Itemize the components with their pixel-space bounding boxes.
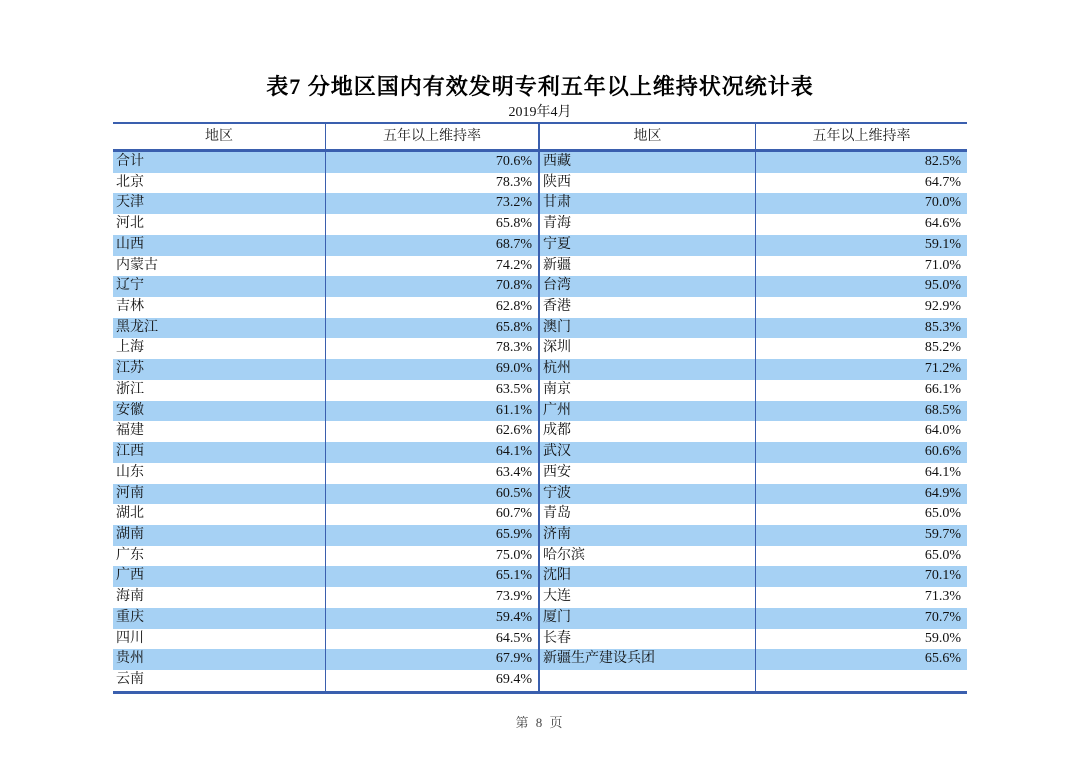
rate-cell: 73.9% [325,587,538,608]
table-row [113,649,967,670]
rate-cell: 64.5% [325,629,538,650]
page-subtitle: 2019年4月 [508,105,572,120]
region-cell: 新疆 [538,256,755,277]
rate-cell: 64.9% [755,484,967,505]
rate-cell: 64.1% [755,463,967,484]
rate-cell: 70.8% [325,276,538,297]
table-row [113,442,967,463]
rate-cell: 78.3% [325,338,538,359]
table-row [113,484,967,505]
rate-cell: 78.3% [325,173,538,194]
region-cell: 辽宁 [116,278,144,294]
rate-cell: 59.0% [755,629,967,650]
region-cell: 江西 [116,444,144,460]
rate-cell: 60.7% [325,504,538,525]
region-cell: 天津 [116,195,144,211]
region-cell: 福建 [116,423,144,439]
rate-cell: 69.4% [325,670,538,691]
table-row [113,401,967,422]
region-cell: 合计 [116,154,144,169]
rate-cell: 64.7% [755,173,967,194]
region-cell: 长春 [538,629,755,650]
region-cell: 湖南 [116,526,144,542]
table-row [113,214,967,235]
region-cell: 广州 [538,401,755,422]
rate-cell: 66.1% [755,380,967,401]
region-cell: 宁波 [538,484,755,505]
table-row [113,235,967,256]
rate-cell: 68.5% [755,401,967,422]
region-cell: 西安 [538,463,755,484]
table-row [113,463,967,484]
region-cell: 甘肃 [538,193,755,214]
table-row [113,670,967,691]
region-cell: 黑龙江 [116,319,158,335]
region-cell: 新疆生产建设兵团 [538,649,755,670]
table-body [113,152,967,694]
region-cell: 吉林 [116,299,144,315]
region-cell: 重庆 [116,609,144,625]
region-cell: 云南 [116,671,144,687]
rate-cell: 75.0% [325,546,538,567]
page-title: 表7 分地区国内有效发明专利五年以上维持状况统计表 [266,74,814,99]
rate-cell: 67.9% [325,649,538,670]
region-cell: 北京 [116,174,144,190]
rate-cell: 65.0% [755,546,967,567]
table-row [113,193,967,214]
rate-cell: 69.0% [325,359,538,380]
table-row [113,504,967,525]
table-row [113,421,967,442]
region-cell: 湖北 [116,506,144,522]
region-cell: 内蒙古 [116,257,158,273]
region-cell: 澳门 [538,318,755,339]
page-number: 第 8 页 [515,715,565,730]
rate-cell: 92.9% [755,297,967,318]
header-region-right: 地区 [538,124,755,149]
table-row [113,566,967,587]
rate-cell: 65.1% [325,566,538,587]
region-cell: 青岛 [538,504,755,525]
region-cell: 大连 [538,587,755,608]
rate-cell: 74.2% [325,256,538,277]
region-maintenance-table [113,122,967,694]
table-row [113,380,967,401]
region-cell: 哈尔滨 [538,546,755,567]
table-row [113,525,967,546]
rate-cell: 70.6% [325,152,538,173]
table-row [113,629,967,650]
region-cell: 江苏 [116,361,144,377]
rate-cell: 85.3% [755,318,967,339]
rate-cell: 65.8% [325,214,538,235]
region-cell: 香港 [538,297,755,318]
rate-cell: 64.0% [755,421,967,442]
region-cell: 青海 [538,214,755,235]
rate-cell: 60.5% [325,484,538,505]
header-region-left: 地区 [205,129,233,144]
rate-cell: 73.2% [325,193,538,214]
region-cell: 贵州 [116,651,144,667]
region-cell: 深圳 [538,338,755,359]
region-cell: 杭州 [538,359,755,380]
rate-cell: 71.2% [755,359,967,380]
region-cell: 广东 [116,547,144,563]
region-cell: 武汉 [538,442,755,463]
region-cell: 济南 [538,525,755,546]
rate-cell: 64.1% [325,442,538,463]
region-cell: 厦门 [538,608,755,629]
rate-cell: 64.6% [755,214,967,235]
region-cell: 沈阳 [538,566,755,587]
table-row [113,587,967,608]
region-cell: 海南 [116,589,144,605]
table-row [113,297,967,318]
region-cell: 成都 [538,421,755,442]
rate-cell: 68.7% [325,235,538,256]
rate-cell: 71.3% [755,587,967,608]
rate-cell: 61.1% [325,401,538,422]
region-cell: 山西 [116,236,144,252]
table-row [113,546,967,567]
rate-cell: 63.5% [325,380,538,401]
region-cell: 河北 [116,216,144,232]
region-cell: 南京 [538,380,755,401]
table-header-row [113,122,967,152]
rate-cell: 65.0% [755,504,967,525]
rate-cell: 70.0% [755,193,967,214]
table-row [113,359,967,380]
rate-cell: 59.1% [755,235,967,256]
table-row [113,152,967,173]
region-cell: 台湾 [538,276,755,297]
rate-cell: 70.1% [755,566,967,587]
region-cell [538,670,755,691]
rate-cell: 59.4% [325,608,538,629]
region-cell: 西藏 [538,152,755,173]
rate-cell: 62.6% [325,421,538,442]
region-cell: 河南 [116,485,144,501]
rate-cell [755,670,967,691]
table-row [113,608,967,629]
table-row [113,318,967,339]
table-row [113,173,967,194]
region-cell: 宁夏 [538,235,755,256]
table-row [113,338,967,359]
rate-cell: 59.7% [755,525,967,546]
rate-cell: 65.6% [755,649,967,670]
region-cell: 安徽 [116,402,144,418]
table-row [113,256,967,277]
rate-cell: 65.9% [325,525,538,546]
header-rate-left: 五年以上维持率 [325,124,538,149]
rate-cell: 95.0% [755,276,967,297]
table-row [113,276,967,297]
region-cell: 上海 [116,340,144,356]
header-rate-right: 五年以上维持率 [755,124,967,149]
region-cell: 陕西 [538,173,755,194]
rate-cell: 63.4% [325,463,538,484]
rate-cell: 71.0% [755,256,967,277]
rate-cell: 62.8% [325,297,538,318]
region-cell: 山东 [116,464,144,480]
rate-cell: 82.5% [755,152,967,173]
rate-cell: 65.8% [325,318,538,339]
rate-cell: 70.7% [755,608,967,629]
region-cell: 浙江 [116,381,144,397]
rate-cell: 60.6% [755,442,967,463]
rate-cell: 85.2% [755,338,967,359]
region-cell: 广西 [116,568,144,584]
region-cell: 四川 [116,630,144,646]
